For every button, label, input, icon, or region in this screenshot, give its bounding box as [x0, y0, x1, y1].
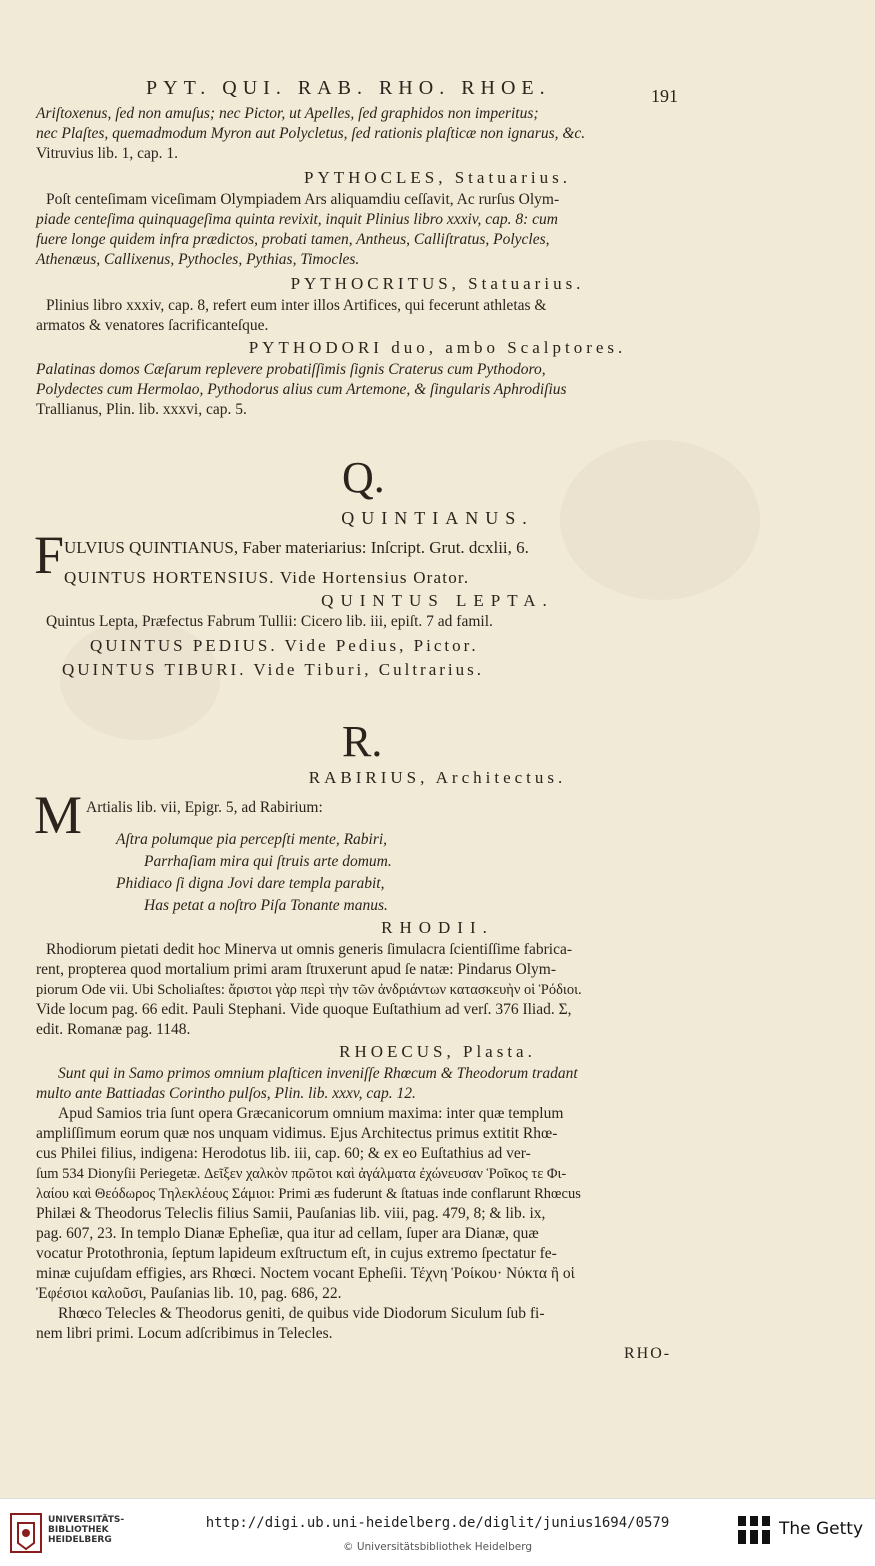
page-number: 191 [651, 86, 678, 106]
text-line: λαίου καὶ Θεόδωρος Τηλεκλέους Σάμιοι: Primi æs fuderunt & ſtatuas inde conflarunt Rhœcus [36, 1186, 581, 1202]
catchword: RHO- [624, 1345, 672, 1362]
text-line: ampliſſimum eorum quæ nos unquam vidimus. Ejus Architectus primus extitit Rhœ- [36, 1125, 558, 1142]
text-line: QUINTUS HORTENSIUS. Vide Hortensius Orator. [64, 568, 470, 587]
verse-line: Parrhaſiam mira qui ſtruis arte domum. [144, 853, 392, 870]
text-line: multo ante Battiadas Corintho pulſos, Plin. lib. xxxv, cap. 12. [36, 1085, 416, 1102]
getty-logo-icon [736, 1512, 776, 1548]
text-line: piade centeſima quinquageſima quinta revixit, inquit Plinius libro xxxiv, cap. 8: cum [36, 211, 559, 228]
text-line: armatos & venatores ſacrificanteſque. [36, 317, 269, 334]
section-heading-rhodii: RHODII. [381, 918, 494, 937]
text-line: pag. 607, 23. In templo Dianæ Epheſiæ, qua itur ad cellam, ſuper ara Dianæ, quæ [36, 1225, 539, 1242]
text-line: QUINTUS TIBURI. Vide Tiburi, Cultrarius. [62, 660, 485, 679]
text-line: Quintus Lepta, Præfectus Fabrum Tullii: Cicero lib. iii, epiſt. 7 ad famil. [46, 613, 493, 630]
section-heading-rabirius: RABIRIUS, Architectus. [308, 768, 567, 787]
text-line: Trallianus, Plin. lib. xxxvi, cap. 5. [36, 401, 247, 418]
text-line: QUINTUS PEDIUS. Vide Pedius, Pictor. [90, 636, 479, 655]
text-line: Plinius libro xxxiv, cap. 8, refert eum inter illos Artifices, qui fecerunt athletas & [46, 297, 547, 314]
text-line: Ariſtoxenus, ſed non amuſus; nec Pictor, ut Apelles, ſed graphidos non imperitus; [36, 105, 539, 122]
text-line: Artialis lib. vii, Epigr. 5, ad Rabirium: [86, 799, 323, 816]
text-line: Sunt qui in Samo primos omnium plaſticen inveniſſe Rhœcum & Theodorum tradant [58, 1065, 578, 1082]
library-name-text: UNIVERSITÄTS- BIBLIOTHEK HEIDELBERG [48, 1515, 125, 1545]
verse-line: Has petat a noſtro Piſa Tonante manus. [144, 897, 388, 914]
text-line: Polydectes cum Hermolao, Pythodorus alius cum Artemone, & ſingularis Aphrodiſius [36, 381, 567, 398]
text-line: rent, propterea quod mortalium primi aram ſtruxerunt apud ſe natæ: Pindarus Olym- [36, 961, 556, 978]
text-line: ſum 534 Dionyſii Periegetæ. Δεῖξεν χαλκὸν πρῶτοι καὶ ἀγάλματα ἐχώνευσαν Ῥοῖκος τε Φι- [36, 1166, 567, 1182]
getty-label: The Getty [778, 1519, 863, 1539]
running-title: PYT. QUI. RAB. RHO. RHOE. [146, 77, 551, 99]
text-line: cus Philei filius, indigena: Herodotus lib. iii, cap. 60; & ex eo Euſtathius ad ver- [36, 1145, 531, 1162]
text-line: Vide locum pag. 66 edit. Pauli Stephani. Vide quoque Euſtathium ad verſ. 376 Iliad. Σ, [36, 1001, 572, 1018]
text-line: minæ cujuſdam effigies, ars Rhœci. Noctem vocant Epheſii. Τέχνη Ῥοίκου· Νύκτα ἢ οἱ [36, 1265, 575, 1282]
text-line: Vitruvius lib. 1, cap. 1. [36, 145, 178, 162]
permalink-url[interactable]: http://digi.ub.uni-heidelberg.de/diglit/junius1694/0579 [205, 1515, 670, 1531]
text-line: ULVIUS QUINTIANUS, Faber materiarius: Inſcript. Grut. dcxlii, 6. [64, 538, 529, 557]
text-line: Athenæus, Callixenus, Pythocles, Pythias, Timocles. [36, 251, 360, 268]
section-heading-rhoecus: RHOECUS, Plasta. [339, 1042, 536, 1061]
text-line: nec Plaſtes, quemadmodum Myron aut Polycletus, ſed rationis plaſticæ non ignarus, &c. [36, 125, 586, 142]
section-heading-pythocles: PYTHOCLES, Statuarius. [304, 168, 571, 187]
text-line: piorum Ode vii. Ubi Scholiaſtes: ἄριστοι γὰρ περὶ τὴν τῶν ἀνδριάντων κατασκευὴν οἱ Ῥόδιοι. [36, 982, 582, 998]
text-line: nem libri primi. Locum adſcribimus in Telecles. [36, 1325, 333, 1342]
text-line: vocatur Protothronia, ſeptum lapideum exſtructum eſt, in cujus extremo ſpectatur fe- [36, 1245, 557, 1262]
text-line: Poſt centeſimam viceſimam Olympiadem Ars aliquamdiu ceſſavit, Ac rurſus Olym- [46, 191, 560, 208]
text-line: Apud Samios tria ſunt opera Græcanicorum omnium maxima: inter quæ templum [58, 1105, 564, 1122]
section-letter-q: Q. [342, 453, 385, 502]
text-line: edit. Romanæ pag. 1148. [36, 1021, 191, 1038]
footer-bar [0, 1498, 875, 1566]
copyright-notice: © Universitätsbibliothek Heidelberg [342, 1541, 532, 1553]
section-heading-lepta: QUINTUS LEPTA. [321, 591, 554, 610]
text-line: Rhœco Telecles & Theodorus geniti, de quibus vide Diodorum Siculum ſub fi- [58, 1305, 545, 1322]
verse-line: Aſtra polumque pia percepſti mente, Rabiri, [116, 831, 388, 848]
text-line: Rhodiorum pietati dedit hoc Minerva ut omnis generis ſimulacra ſcientiſſime fabrica- [46, 941, 572, 958]
section-heading-pythodori: PYTHODORI duo, ambo Scalptores. [248, 338, 627, 357]
section-heading-pythocritus: PYTHOCRITUS, Statuarius. [290, 274, 585, 293]
drop-cap-m: M [34, 785, 83, 845]
text-line: fuere longe quidem infra prædictos, probati tamen, Antheus, Calliſtratus, Polycles, [36, 231, 550, 248]
text-line: Ἐφέσιοι καλοῦσι, Pauſanias lib. 10, pag. 686, 22. [36, 1285, 342, 1302]
text-line: Philæi & Theodorus Teleclis filius Samii, Pauſanias lib. viii, pag. 479, 8; & lib. ix, [36, 1205, 546, 1222]
drop-cap-f: F [34, 525, 65, 585]
verse-line: Phidiaco ſi digna Jovi dare templa parabit, [116, 875, 385, 892]
section-letter-r: R. [342, 717, 383, 766]
section-heading-quintianus: QUINTIANUS. [341, 508, 534, 528]
text-line: Palatinas domos Cæſarum replevere probatiſſimis ſignis Craterus cum Pythodoro, [36, 361, 546, 378]
